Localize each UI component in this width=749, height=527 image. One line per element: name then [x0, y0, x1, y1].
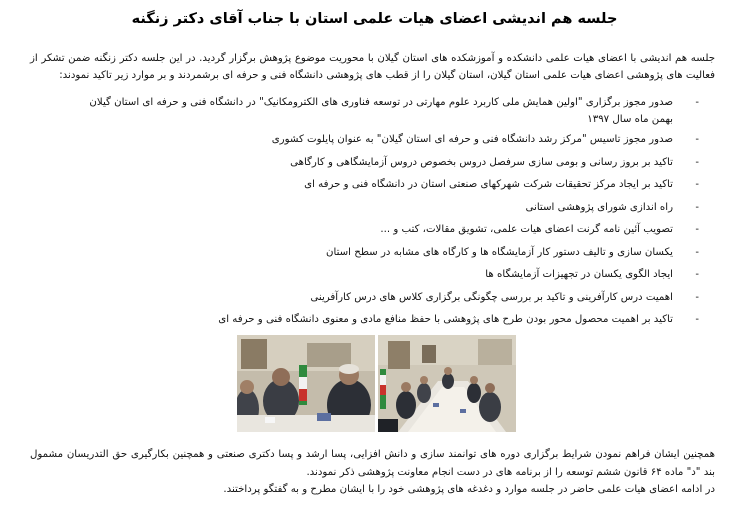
- list-item: [67, 132, 699, 149]
- outro-paragraph-2: در ادامه اعضای هیات علمی حاضر در جلسه موارد و دغدغه های پژوهشی خود را با ایشان مطرح و به گفتگو پرداختند.: [223, 484, 715, 495]
- list-item: [67, 155, 699, 172]
- list-item: [67, 222, 699, 239]
- list-item-text: ایجاد الگوی یکسان در تجهیزات آزمایشگاه ها: [485, 269, 673, 280]
- bullet-marker: -: [695, 201, 699, 213]
- list-item: [67, 177, 699, 194]
- list-item-text: اهمیت درس کارآفرینی و تاکید بر بررسی چگونگی برگزاری کلاس های درس کارآفرینی: [310, 291, 673, 303]
- meeting-photo-room: [378, 335, 516, 432]
- meeting-photo-speakers: [237, 335, 375, 432]
- list-item: [67, 312, 699, 329]
- list-item-text: صدور مجوز برگزاری "اولین همایش ملی کاربرد علوم مهارتی در توسعه فناوری های الکترومکانیک" در دانشگاه فنی و حرفه ای استان گیلان بهمن ماه سال ۱۳۹۷: [89, 97, 673, 125]
- bullet-marker: -: [695, 134, 699, 145]
- list-item: [67, 245, 699, 262]
- bullet-marker: -: [695, 97, 699, 108]
- list-item-text: تاکید بر ایجاد مرکز تحقیقات شرکت شهرکهای صنعتی استان در دانشگاه فنی و حرفه ای: [304, 179, 673, 190]
- closing-paragraphs: [30, 446, 715, 499]
- list-item: [67, 267, 699, 284]
- list-item-text: یکسان سازی و تالیف دستور کار آزمایشگاه ها و کارگاه های مشابه در سطح استان: [325, 246, 673, 258]
- outro-paragraph-1: همچنین ایشان فراهم نمودن شرایط برگزاری دوره های توانمند سازی و دانش افزایی، پسا ارشد و پسا دکتری صنعتی و همچنین بکارگیری حق التدریسان مشمول بند "د" ماده ۶۴ قانون ششم توسعه را از برنامه های در دست انجام معاونت پژوهشی ذکر نمودند.: [30, 449, 715, 478]
- list-item: [67, 95, 699, 128]
- bullet-marker: -: [695, 314, 699, 325]
- list-item: [67, 290, 699, 307]
- article-title: جلسه هم اندیشی اعضای هیات علمی استان با جناب آقای دکتر زنگنه: [131, 11, 618, 27]
- list-item-text: تاکید بر بروز رسانی و بومی سازی سرفصل دروس بخصوص دروس آزمایشگاهی و کارگاهی: [290, 156, 673, 168]
- bullet-marker: -: [695, 246, 699, 258]
- bullet-marker: -: [695, 156, 699, 168]
- list-item: [67, 200, 699, 217]
- bullet-marker: -: [695, 291, 699, 303]
- meeting-photos: [237, 335, 514, 432]
- bullet-marker: -: [695, 269, 699, 280]
- key-points-list: [67, 95, 699, 329]
- intro-paragraph: جلسه هم اندیشی با اعضای هیات علمی دانشکده و آموزشکده های استان گیلان با محوریت موضوع پژوهش برگزار گردید. در این جلسه دکتر زنگنه ضمن تشکر از فعالیت های پژوهشی اعضای هیات علمی استان گیلان، استان گیلان را از قطب های پژوهشی دانشگاه فنی و حرفه ای برشمردند و بر موارد زیر تاکید نمودند:: [30, 53, 715, 81]
- list-item-text: راه اندازی شورای پژوهشی استانی: [525, 201, 673, 213]
- bullet-marker: -: [695, 224, 699, 235]
- list-item-text: صدور مجوز تاسیس "مرکز رشد دانشگاه فنی و حرفه ای استان گیلان" به عنوان پایلوت کشوری: [271, 134, 673, 145]
- list-item-text: تصویب آئین نامه گرنت اعضای هیات علمی، تشویق مقالات، کتب و ...: [380, 224, 673, 235]
- list-item-text: تاکید بر اهمیت محصول محور بودن طرح های پژوهشی با حفظ منافع مادی و معنوی دانشگاه فنی و حرفه ای: [218, 314, 673, 325]
- bullet-marker: -: [695, 179, 699, 190]
